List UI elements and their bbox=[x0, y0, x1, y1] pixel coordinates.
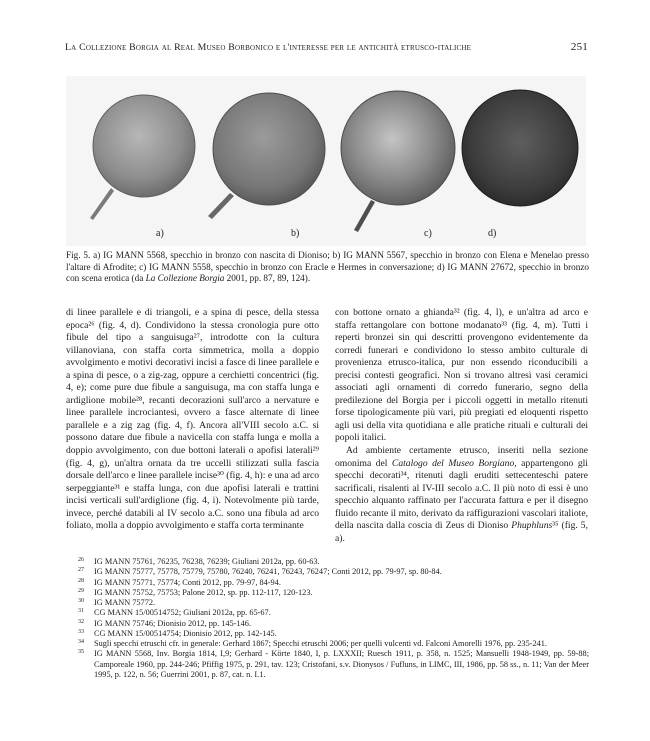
footnote: 32 IG MANN 75746; Dionisio 2012, pp. 145-146. bbox=[78, 618, 251, 628]
caption-italic: La Collezione Borgia bbox=[145, 273, 225, 284]
mirrors-photo bbox=[66, 76, 586, 246]
figure-caption bbox=[66, 250, 589, 285]
right-p2-text-b: , appartengono gli specchi decorati³⁴, ritenuti dagli eruditi settecenteschi patere sacrificali, risalenti al IV-III secolo a.C. Il più noto di essi è uno specchio alquanto raffinato per l'accurata fattura e per il disegno fluido recante il mito, derivato da raffigurazioni vascolari italiote, della nascita dalla coscia di Zeus di Dioniso bbox=[335, 457, 588, 532]
footnote: 31 CG MANN 15/00514752; Giuliani 2012a, pp. 65-67. bbox=[78, 608, 271, 618]
left-paragraph: di linee parallele e di triangoli, e a spina di pesce, della stessa epoca²⁶ (fig. 4, d). Condividono la stessa cronologia pure otto fibule del tipo a sanguisuga²⁷, introdotte con la cultura villanoviana, con staffa corta simmetrica, molla a doppio avvolgimento e motivi decorativi incisi a fasce di linee parallele e a spina di pesce, o a zig-zag, oppure a cerchietti concentrici (fig. 4, e); come pure due fibule a sanguisuga, ma con staffa lunga e ardiglione mobile²⁸, recanti decorazioni sull'arco a nervature e linee parallele incrociantesi, ovvero a fasce alternate di linee parallele e a zig zag (fig. 4, f). Ancora all'VIII secolo a.C. si possono datare due fibule a navicella con staffa lunga e molla a doppio avvolgimento, con due bottoni laterali o apofisi laterali²⁹ (fig. 4, g), un'altra ornata da tre uccelli stilizzati sulla fascia dorsale dell'arco e linee parallele incise³⁰ (fig. 4, h): e una ad arco serpeggiante³¹ e staffa lunga, con due apofisi laterali e trattini incisi verticali sull'ardiglione (fig. 4, i). Notevolmente più tarde, invece, perché databili al IV secolo a.C. sono una fibula ad arco foliato, molla a doppio avvolgimento e staffa corta terminante bbox=[66, 307, 319, 532]
caption-text-1: Fig. 5. a) IG MANN 5568, specchio in bronzo con nascita di Dioniso; b) IG MANN 5567, specchio in bronzo con Elena e Menelao presso l'altare di Afrodite; c) IG MANN 5558, specchio in bronzo con Eracle e Hermes in conversazione; d) IG MANN 27672, specchio in bronzo con scena erotica (da bbox=[66, 250, 589, 284]
footnote: 27 IG MANN 75777, 75778, 75779, 75780, 76240, 76241, 76243, 76247; Conti 2012, pp. 79-97, sp. 80-84. bbox=[78, 567, 442, 577]
footnote: 29 IG MANN 75752, 75753; Palone 2012, sp. pp. 112-117, 120-123. bbox=[78, 587, 313, 597]
label-b: b) bbox=[291, 228, 300, 239]
footnotes bbox=[78, 557, 589, 680]
right-column bbox=[335, 307, 588, 545]
left-column bbox=[66, 307, 319, 533]
right-paragraph-2 bbox=[335, 445, 588, 545]
right-p2-italic: Catalogo del Museo Borgiano bbox=[391, 457, 515, 469]
label-c: c) bbox=[424, 228, 432, 239]
body-text bbox=[66, 307, 589, 544]
label-d: d) bbox=[488, 228, 497, 239]
page-number: 251 bbox=[570, 41, 588, 53]
footnote: 34 Sugli specchi etruschi cfr. in generale: Gerhard 1867; Specchi etruschi 2006; per quelli vulcenti vd. Falconi Amorelli 1976, pp. 235-241. bbox=[78, 639, 547, 648]
footnote: 26 IG MANN 75761, 76235, 76238, 76239; Giuliani 2012a, pp. 60-63. bbox=[78, 557, 320, 566]
footnote: 35 IG MANN 5568, Inv. Borgia 1814, I,9; Gerhard - Körte 1840, I, p. LXXXII; Ruesch 1911, p. 358, n. 1525; Mansuelli 1948-1949, pp. 59-88; Camporeale 1960, pp. 244-246; Pfiffig 1975, p. 291, tav. 123; Cristofani, s.v. Dionysos / Fufluns, in LIMC, III, 1986, pp. 58 ss., n. 11; Van der Meer 1995, p. 122, n. 56; Guerrini 2001, p. 87, cat. n. I.1. bbox=[78, 649, 589, 679]
right-paragraph-1: con bottone ornato a ghianda³² (fig. 4, l), e un'altra ad arco e staffa rettangolare con bottone modanato³³ (fig. 4, m). Tutti i reperti bronzei sin qui descritti provengono evidentemente da corredi funerari e condividono lo stesso ambito culturale di provenienza etrusco-italica, pur non essendo riconducibili a precisi contesti geografici. Non si trovano altresì vasi ceramici associati agli ornamenti di corredo funerario, segno della predilezione del Borgia per i piccoli oggetti in metallo ritenuti forse tipologicamente più vari, più pregiati ed eloquenti rispetto agli usi della vita quotidiana e alle pratiche rituali e culturali dei popoli italici. bbox=[335, 307, 588, 444]
right-p2-italic-2: Phuphluns bbox=[511, 520, 553, 532]
mirror-a bbox=[90, 95, 195, 220]
caption-text-2: 2001, pp. 87, 89, 124). bbox=[224, 273, 311, 284]
label-a: a) bbox=[156, 228, 164, 239]
footnote: 28 IG MANN 75771, 75774; Conti 2012, pp. 79-97, 84-94. bbox=[78, 577, 281, 587]
running-title: La Collezione Borgia al Real Museo Borbonico e l'interesse per le antichità etrusco-italiche bbox=[65, 42, 472, 53]
running-header bbox=[65, 41, 588, 55]
figure-mirrors bbox=[66, 76, 586, 246]
footnote: 33 CG MANN 15/00514754; Dionisio 2012, pp. 142-145. bbox=[78, 628, 277, 638]
mirror-c bbox=[341, 91, 455, 232]
mirror-d bbox=[462, 90, 578, 206]
right-p2-text-c: ³⁵ (fig. 5, a). bbox=[335, 520, 589, 544]
right-p2-text-a: Ad ambiente certamente etrusco, inseriti nella sezione omonima del bbox=[335, 445, 588, 469]
mirror-b bbox=[208, 93, 325, 219]
footnote: 30 IG MANN 75772. bbox=[78, 598, 156, 607]
